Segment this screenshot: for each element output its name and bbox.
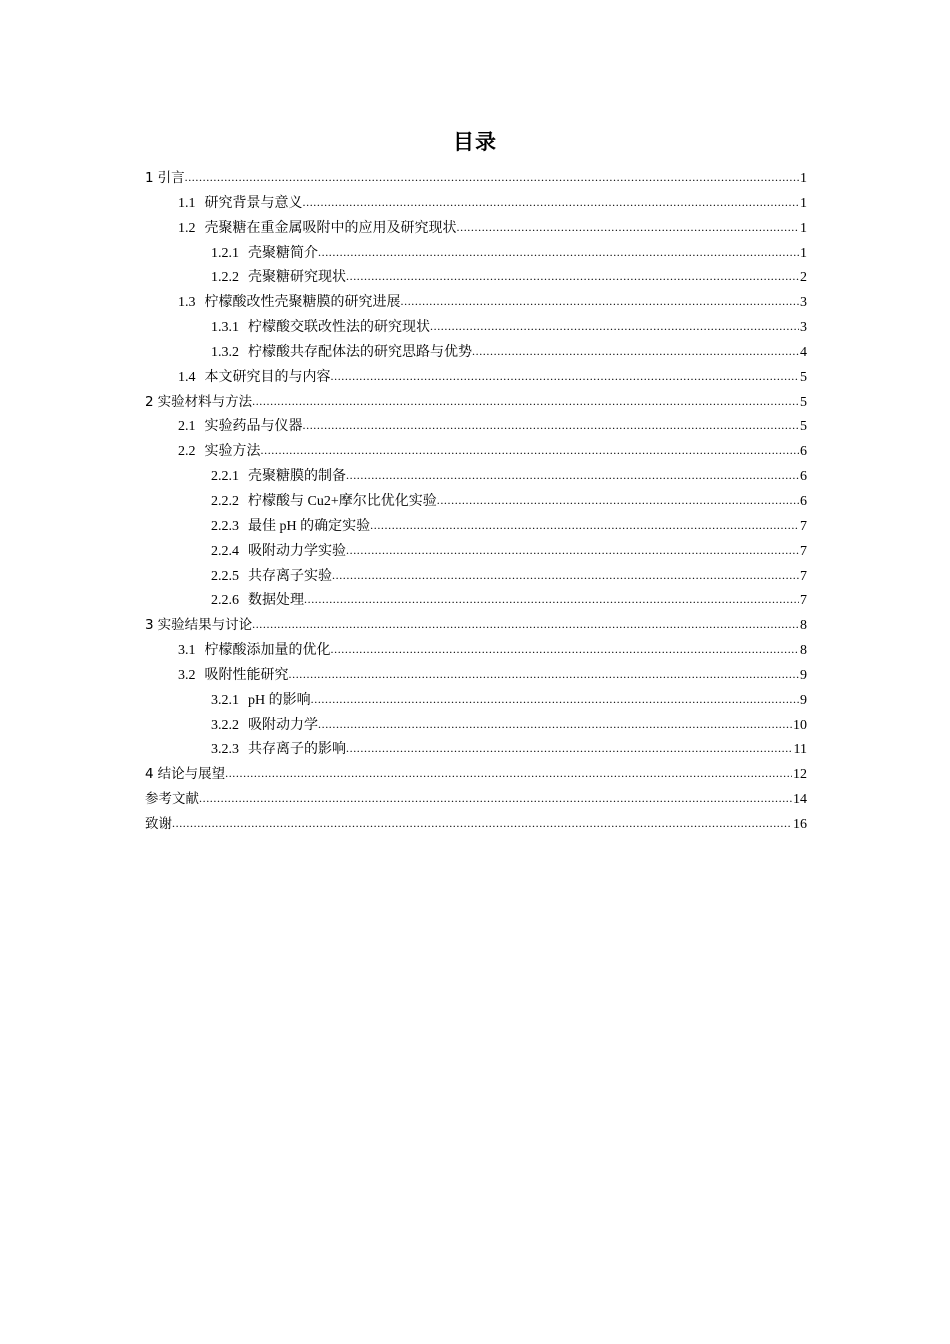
- toc-entry-title: 最佳 pH 的确定实验: [248, 518, 371, 534]
- toc-page-number: 3: [800, 295, 807, 311]
- toc-entry[interactable]: [145, 191, 807, 216]
- toc-entry-title: 吸附动力学实验: [248, 543, 346, 559]
- toc-page-number: 12: [793, 767, 807, 783]
- toc-page-number: 9: [800, 667, 807, 683]
- toc-entry-number: 1.2.1: [211, 245, 239, 261]
- page-title: 目录: [453, 130, 497, 154]
- toc-page-number: 8: [800, 643, 807, 659]
- toc-page-number: 6: [800, 444, 807, 460]
- toc-leader: [185, 165, 799, 190]
- toc-entry-title: 柠檬酸添加量的优化: [204, 643, 331, 659]
- toc-leader: [331, 364, 800, 390]
- toc-entry-number: 2.2.5: [211, 568, 239, 584]
- toc-leader: [172, 811, 792, 836]
- toc-entry-title: 致谢: [145, 815, 172, 832]
- toc-leader: [318, 712, 792, 738]
- toc-leader: [430, 314, 799, 340]
- toc-entry-title: pH 的影响: [248, 692, 311, 708]
- toc-entry[interactable]: [145, 166, 807, 191]
- toc-leader: [331, 637, 800, 663]
- toc-entry-title: 研究背景与意义: [204, 195, 303, 211]
- toc-entry-number: 2.1: [178, 419, 196, 435]
- toc-entry-title: 引言: [157, 170, 185, 186]
- toc-entry-title: 数据处理: [248, 593, 304, 609]
- toc-leader: [346, 538, 799, 564]
- toc-entry-number: 1.4: [178, 369, 196, 385]
- toc-entry-title: 实验结果与讨论: [157, 617, 253, 634]
- toc-entry-number: 2.2.1: [211, 469, 239, 485]
- toc-leader: [199, 786, 792, 811]
- toc-page-number: 1: [800, 195, 807, 211]
- toc-entry-number: 2.2: [178, 444, 196, 460]
- toc-entry-number: 4: [145, 766, 154, 783]
- toc-entry[interactable]: [145, 439, 807, 464]
- toc-leader: [346, 463, 799, 489]
- toc-entry[interactable]: [145, 365, 807, 390]
- toc-entry[interactable]: [145, 762, 807, 787]
- toc-page-number: 5: [800, 419, 807, 435]
- toc-leader: [457, 215, 800, 241]
- toc-leader: [346, 264, 799, 290]
- toc-entry-number: 1.3: [178, 295, 196, 311]
- toc-leader: [472, 339, 799, 365]
- toc-entry-number: 3.1: [178, 643, 196, 659]
- toc-leader: [225, 761, 792, 786]
- toc-page-number: 2: [800, 270, 807, 286]
- toc-page-number: 7: [800, 543, 807, 559]
- toc-page-number: 1: [800, 245, 807, 261]
- toc-leader: [303, 190, 800, 216]
- toc-leader: [252, 612, 799, 637]
- toc-leader: [303, 413, 800, 439]
- toc-entry[interactable]: [145, 812, 807, 837]
- toc-leader: [304, 587, 799, 613]
- toc-leader: [289, 662, 800, 688]
- toc-entry-title: 共存离子实验: [248, 568, 332, 584]
- toc-entry-title: 壳聚糖简介: [248, 245, 318, 261]
- toc-entry-number: 3.2.1: [211, 692, 239, 708]
- toc-entry-title: 吸附性能研究: [204, 667, 289, 683]
- toc-page-number: 7: [800, 568, 807, 584]
- toc-entry[interactable]: [145, 315, 807, 340]
- toc-entry-title: 柠檬酸交联改性法的研究现状: [248, 320, 430, 336]
- toc-entry-title: 共存离子的影响: [248, 742, 346, 758]
- toc-leader: [311, 687, 799, 713]
- toc-entry-title: 实验方法: [204, 444, 261, 460]
- toc-entry-number: 3.2: [178, 667, 196, 683]
- toc-page-number: 8: [800, 618, 807, 634]
- toc-entry-title: 壳聚糖膜的制备: [248, 469, 346, 485]
- toc-entry[interactable]: [145, 787, 807, 812]
- toc-entry-number: 2.2.4: [211, 543, 239, 559]
- toc-page-number: 1: [800, 171, 807, 186]
- toc-entry-number: 2.2.3: [211, 518, 239, 534]
- toc-entry-title: 吸附动力学: [248, 717, 318, 733]
- toc-leader: [346, 736, 793, 762]
- toc-page-number: 5: [800, 394, 807, 410]
- toc-entry-number: 1.3.1: [211, 320, 239, 336]
- toc-entry[interactable]: [145, 290, 807, 315]
- toc-entry[interactable]: [145, 340, 807, 365]
- toc-entry[interactable]: [145, 390, 807, 415]
- toc-entry-number: 3.2.2: [211, 717, 239, 733]
- toc-entry-number: 2.2.6: [211, 593, 239, 609]
- toc-entry-title: 参考文献: [145, 791, 199, 808]
- toc-entry-number: 1: [145, 170, 154, 186]
- toc-leader: [401, 289, 800, 315]
- toc-entry-title: 实验药品与仪器: [204, 419, 303, 435]
- toc-entry[interactable]: [145, 663, 807, 688]
- toc-page-number: 9: [800, 692, 807, 708]
- toc-leader: [318, 240, 799, 266]
- toc-leader: [252, 389, 799, 414]
- toc-entry-number: 3: [145, 617, 154, 634]
- toc-page-number: 5: [800, 369, 807, 385]
- toc-entry[interactable]: [145, 464, 807, 489]
- toc-entry[interactable]: [145, 216, 807, 241]
- toc-entry-number: 3.2.3: [211, 742, 239, 758]
- toc-entry[interactable]: [145, 539, 807, 564]
- toc-entry[interactable]: [145, 688, 807, 713]
- toc-entry[interactable]: [145, 564, 807, 589]
- toc-page-number: 1: [800, 220, 807, 236]
- toc-entry[interactable]: [145, 588, 807, 613]
- toc-leader: [261, 438, 800, 464]
- toc-page-number: 14: [793, 792, 807, 808]
- toc-leader: [437, 488, 799, 514]
- toc-page-number: 10: [793, 717, 807, 733]
- toc-entry-title: 本文研究目的与内容: [204, 369, 331, 385]
- toc-page-number: 6: [800, 469, 807, 485]
- toc-entry-number: 1.2.2: [211, 270, 239, 286]
- toc-entry-number: 1.1: [178, 195, 196, 211]
- toc-page-number: 7: [800, 518, 807, 534]
- toc-page-number: 4: [800, 344, 807, 360]
- toc-entry-title: 壳聚糖研究现状: [248, 270, 346, 286]
- toc-entry-title: 壳聚糖在重金属吸附中的应用及研究现状: [204, 220, 457, 236]
- toc-entry[interactable]: [145, 713, 807, 738]
- toc-entry-title: 柠檬酸与 Cu2+摩尔比优化实验: [248, 493, 437, 509]
- toc-leader: [332, 563, 799, 589]
- toc-entry[interactable]: [145, 241, 807, 266]
- toc-entry[interactable]: [145, 613, 807, 638]
- toc-entry[interactable]: [145, 489, 807, 514]
- toc-entry[interactable]: [145, 414, 807, 439]
- toc-entry-number: 2.2.2: [211, 493, 239, 509]
- toc-page-number: 7: [800, 593, 807, 609]
- toc-entry-title: 实验材料与方法: [157, 393, 253, 410]
- toc-page-number: 6: [800, 493, 807, 509]
- toc-entry[interactable]: [145, 638, 807, 663]
- toc-page-number: 16: [793, 816, 807, 832]
- toc-entry-title: 结论与展望: [157, 766, 226, 783]
- table-of-contents: [145, 166, 807, 837]
- toc-entry[interactable]: [145, 737, 807, 762]
- toc-entry-title: 柠檬酸改性壳聚糖膜的研究进展: [204, 295, 401, 311]
- toc-leader: [370, 513, 799, 539]
- toc-entry-number: 1.3.2: [211, 344, 239, 360]
- toc-entry-number: 2: [145, 393, 154, 410]
- toc-entry-title: 柠檬酸共存配体法的研究思路与优势: [248, 344, 472, 360]
- toc-entry-number: 1.2: [178, 220, 196, 236]
- toc-entry[interactable]: [145, 265, 807, 290]
- toc-page-number: 3: [800, 320, 807, 336]
- toc-page-number: 11: [793, 742, 807, 758]
- toc-entry[interactable]: [145, 514, 807, 539]
